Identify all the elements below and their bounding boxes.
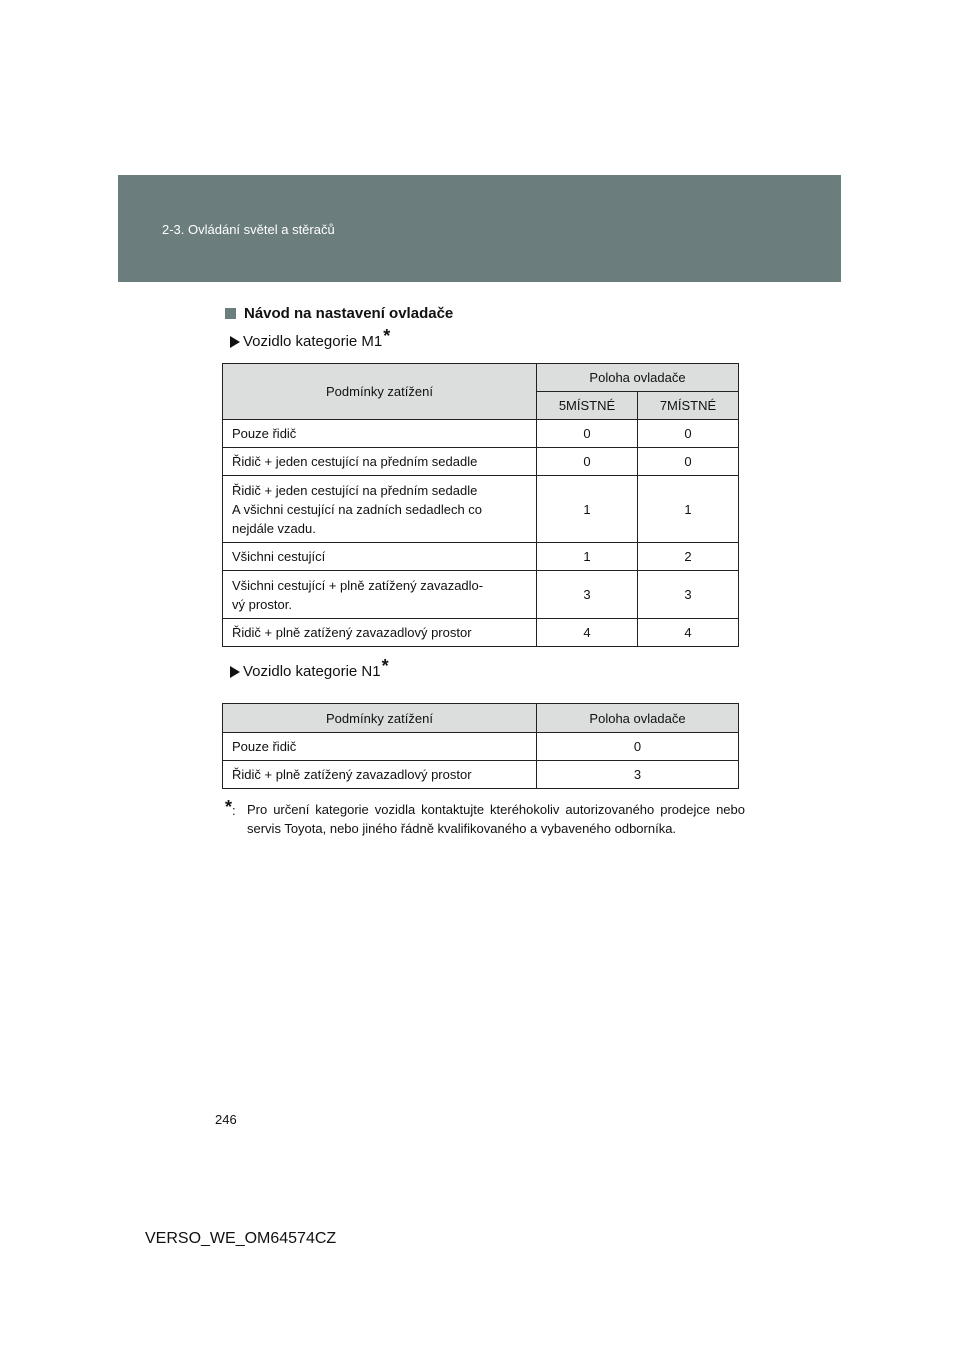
cell-5: 1 bbox=[537, 476, 638, 543]
table-m1 bbox=[222, 363, 739, 647]
table-row bbox=[223, 543, 739, 571]
cell-conditions: Řidič + jeden cestující na předním sedadle A všichni cestující na zadních sedadlech co nejdále vzadu. bbox=[223, 476, 537, 543]
cell-5: 0 bbox=[537, 448, 638, 476]
table-n1 bbox=[222, 703, 739, 789]
table-row bbox=[223, 761, 739, 789]
cell-7: 0 bbox=[638, 448, 739, 476]
cell-5: 4 bbox=[537, 619, 638, 647]
cell-conditions: Řidič + plně zatížený zavazadlový prostor bbox=[223, 619, 537, 647]
cell-7: 4 bbox=[638, 619, 739, 647]
subheading-n1-text: Vozidlo kategorie N1 bbox=[243, 663, 381, 680]
subheading-m1-text: Vozidlo kategorie M1 bbox=[243, 333, 383, 350]
cell-5: 1 bbox=[537, 543, 638, 571]
section-breadcrumb: 2-3. Ovládání světel a stěračů bbox=[162, 222, 335, 237]
cell-7: 1 bbox=[638, 476, 739, 543]
cell-position: 3 bbox=[537, 761, 739, 789]
table-row bbox=[223, 733, 739, 761]
cell-7: 0 bbox=[638, 420, 739, 448]
footnote bbox=[225, 797, 745, 838]
table-row bbox=[223, 448, 739, 476]
cell-conditions: Řidič + jeden cestující na předním sedadle bbox=[223, 448, 537, 476]
subheading-n1 bbox=[230, 656, 389, 684]
page-number: 246 bbox=[215, 1112, 237, 1127]
triangle-bullet-icon bbox=[230, 666, 240, 678]
col-header-conditions: Podmínky zatížení bbox=[223, 704, 537, 733]
cell-7: 3 bbox=[638, 571, 739, 619]
square-bullet-icon bbox=[225, 308, 236, 319]
cell-conditions: Všichni cestující bbox=[223, 543, 537, 571]
cell-position: 0 bbox=[537, 733, 739, 761]
col-header-5: 5MÍSTNÉ bbox=[537, 392, 638, 420]
triangle-bullet-icon bbox=[230, 336, 240, 348]
section-title bbox=[225, 305, 453, 322]
table-row bbox=[223, 619, 739, 647]
document-id: VERSO_WE_OM64574CZ bbox=[145, 1230, 337, 1247]
table-row bbox=[223, 476, 739, 543]
table-row bbox=[223, 571, 739, 619]
col-header-position: Poloha ovladače bbox=[537, 704, 739, 733]
cell-conditions: Všichni cestující + plně zatížený zavazadlo- vý prostor. bbox=[223, 571, 537, 619]
table-row bbox=[223, 420, 739, 448]
footnote-mark: *: bbox=[225, 797, 236, 818]
cell-conditions: Řidič + plně zatížený zavazadlový prostor bbox=[223, 761, 537, 789]
subheading-m1 bbox=[230, 326, 391, 354]
asterisk-mark: * bbox=[381, 656, 389, 676]
asterisk-mark: * bbox=[383, 326, 391, 346]
cell-conditions: Pouze řidič bbox=[223, 733, 537, 761]
col-header-conditions: Podmínky zatížení bbox=[223, 364, 537, 420]
cell-5: 0 bbox=[537, 420, 638, 448]
header-bar bbox=[118, 175, 841, 282]
section-title-text: Návod na nastavení ovladače bbox=[244, 305, 454, 322]
col-header-position: Poloha ovladače bbox=[537, 364, 739, 392]
col-header-7: 7MÍSTNÉ bbox=[638, 392, 739, 420]
cell-7: 2 bbox=[638, 543, 739, 571]
footnote-text: Pro určení kategorie vozidla kontaktujte kteréhokoliv autorizovaného prodejce nebo servis Toyota, nebo jiného řádně kvalifikovaného a vybaveného odborníka. bbox=[247, 802, 745, 836]
cell-conditions: Pouze řidič bbox=[223, 420, 537, 448]
cell-5: 3 bbox=[537, 571, 638, 619]
